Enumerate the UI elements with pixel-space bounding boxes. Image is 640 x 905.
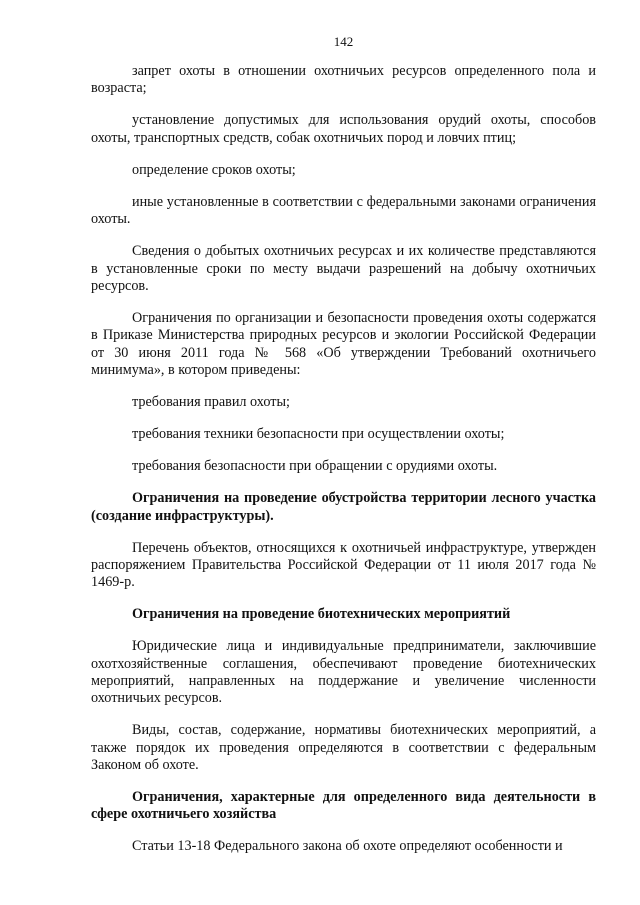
paragraph: запрет охоты в отношении охотничьих ресурсов определенного пола и возраста; <box>91 63 596 97</box>
paragraph: установление допустимых для использования орудий охоты, способов охоты, транспортных средств, собак охотничьих пород и ловчих птиц; <box>91 112 596 146</box>
paragraph: Перечень объектов, относящихся к охотничьей инфраструктуре, утвержден распоряжением Правительства Российской Федерации от 11 июля 2017 года № 1469-р. <box>91 539 596 591</box>
paragraph: требования безопасности при обращении с орудиями охоты. <box>132 458 498 475</box>
section-heading: Ограничения на проведение обустройства территории лесного участка (создание инфраструктуры). <box>91 490 596 524</box>
paragraph: требования правил охоты; <box>132 393 290 410</box>
page-number: 142 <box>333 34 354 49</box>
paragraph: Сведения о добытых охотничьих ресурсах и их количестве представляются в установленные сроки по месту выдачи разрешений на добычу охотничьих ресурсов. <box>91 243 596 294</box>
paragraph: определение сроков охоты; <box>132 161 296 178</box>
paragraph: Виды, состав, содержание, нормативы биотехнических мероприятий, а также порядок их проведения определяются в соответствии с федеральным Законом об охоте. <box>91 722 596 773</box>
paragraph: Статьи 13-18 Федерального закона об охоте определяют особенности и <box>132 838 563 855</box>
paragraph: Ограничения по организации и безопасности проведения охоты содержатся в Приказе Министерства природных ресурсов и экологии Российской Федерации от 30 июня 2011 года № 568 «Об утверждении Требований охотничьего минимума», в котором приведены: <box>91 309 596 378</box>
paragraph: иные установленные в соответствии с федеральными законами ограничения охоты. <box>91 193 596 228</box>
section-heading: Ограничения, характерные для определенного вида деятельности в сфере охотничьего хозяйства <box>91 789 596 823</box>
section-heading: Ограничения на проведение биотехнических мероприятий <box>132 606 511 623</box>
paragraph: требования техники безопасности при осуществлении охоты; <box>132 426 505 443</box>
paragraph: Юридические лица и индивидуальные предприниматели, заключившие охотхозяйственные соглашения, обеспечивают проведение биотехнических мероприятий, направленных на поддержание и увеличение численности охотничьих ресурсов. <box>91 638 596 707</box>
